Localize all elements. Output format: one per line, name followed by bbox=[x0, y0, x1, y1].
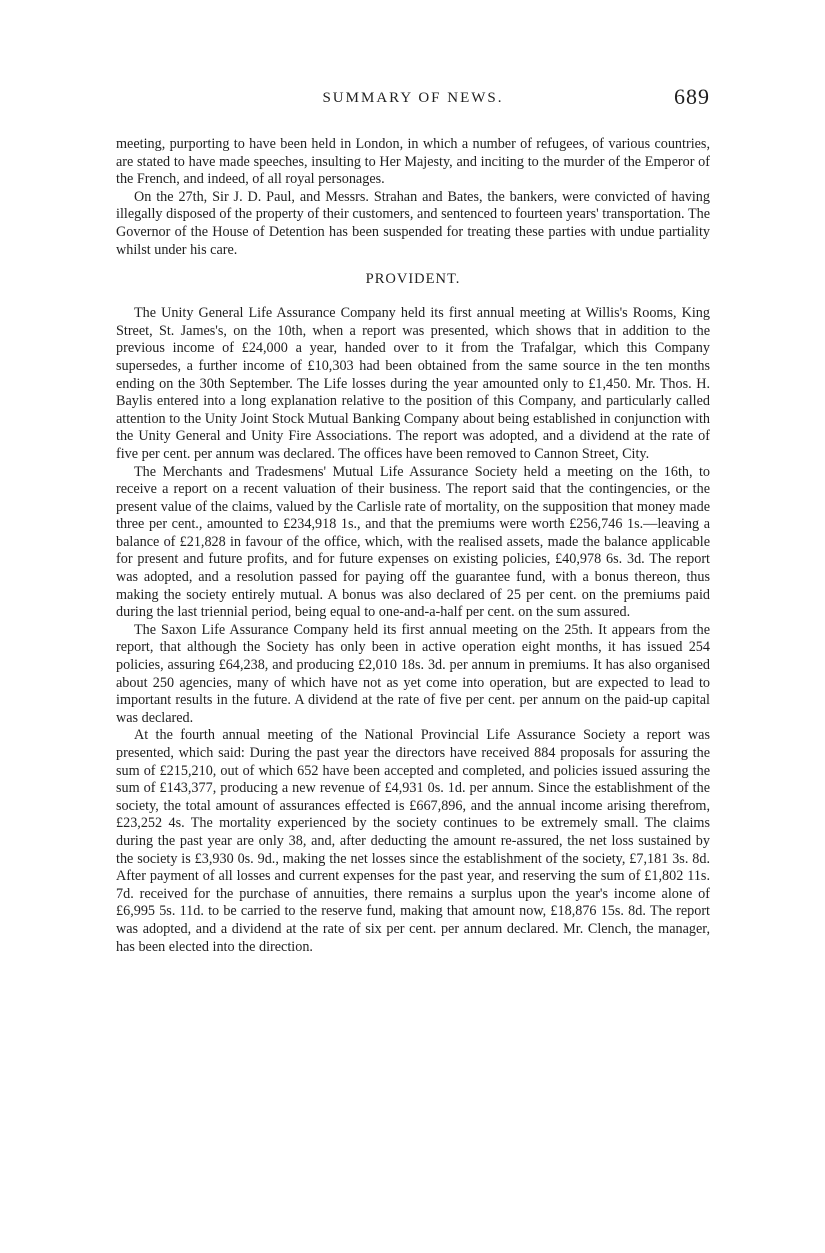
paragraph-continued-refugees: meeting, purporting to have been held in London, in which a number of refugees, of various countries, are stated to have made speeches, insulting to Her Majesty, and inciting to the murder of the Emperor of the French, and indeed, of all royal personages. bbox=[116, 136, 710, 188]
paragraph-unity-general: The Unity General Life Assurance Company held its first annual meeting at Willis's Rooms, King Street, St. James's, on the 10th, when a report was presented, which shows that in addition to the previous income of £24,000 a year, handed over to it from the Trafalgar, which this Company supersedes, a further income of £10,303 had been obtained from the same source in the ten months ending on the 30th September. The Life losses during the year amounted only to £1,450. Mr. Thos. H. Baylis entered into a long explanation relative to the position of this Company, and particularly called attention to the Unity Joint Stock Mutual Banking Company about being established in conjunction with the Unity General and Unity Fire Associations. The report was adopted, and a dividend at the rate of five per cent. per annum was declared. The offices have been removed to Cannon Street, City. bbox=[116, 305, 710, 462]
page-number: 689 bbox=[674, 84, 710, 109]
running-head bbox=[116, 84, 710, 114]
running-title: SUMMARY OF NEWS. bbox=[322, 90, 504, 106]
paragraph-saxon-life: The Saxon Life Assurance Company held its first annual meeting on the 25th. It appears from the report, that although the Society has only been in active operation eight months, it has issued 254 policies, assuring £64,238, and producing £2,010 18s. 3d. per annum in premiums. It has also organised about 250 agencies, many of which have not as yet come into operation, but are expected to lead to important results in the future. A dividend at the rate of five per cent. per annum on the paid-up capital was declared. bbox=[116, 621, 710, 726]
paragraph-merchants-tradesmens: The Merchants and Tradesmens' Mutual Life Assurance Society held a meeting on the 16th, to receive a report on a recent valuation of their business. The report said that the contingencies, or the present value of the claims, valued by the Carlisle rate of mortality, on the supposition that money made three per cent., amounted to £234,918 1s., and that the premiums were worth £256,746 1s.—leaving a balance of £21,828 in favour of the office, which, with the realised assets, made the balance applicable for present and future profits, and for future expenses on existing policies, £40,978 6s. 3d. The report was adopted, and a resolution passed for paying off the guarantee fund, with a bonus thereon, thus making the society entirely mutual. A bonus was also declared of 25 per cent. on the premiums paid during the last triennial period, being equal to one-and-a-half per cent. on the sum assured. bbox=[116, 463, 710, 621]
paragraph-bankers-convicted: On the 27th, Sir J. D. Paul, and Messrs. Strahan and Bates, the bankers, were convicted of having illegally disposed of the property of their customers, and sentenced to fourteen years' transportation. The Governor of the House of Detention has been suspended for treating these parties with undue partiality whilst under his care. bbox=[116, 188, 710, 258]
page bbox=[116, 84, 710, 956]
section-heading-provident: PROVIDENT. bbox=[365, 271, 461, 288]
paragraph-national-provincial: At the fourth annual meeting of the National Provincial Life Assurance Society a report was presented, which said: During the past year the directors have received 884 proposals for assuring the sum of £215,210, out of which 652 have been accepted and completed, and policies issued assuring the sum of £143,377, producing a new revenue of £4,931 0s. 1d. per annum. Since the establishment of the society, the total amount of assurances effected is £667,896, and the annual income arising therefrom, £23,252 4s. The mortality experienced by the society continues to be extremely small. The claims during the past year are only 38, and, after deducting the amount re-assured, the net loss sustained by the society is £3,930 0s. 9d., making the net losses since the establishment of the society, £7,181 3s. 8d. After payment of all losses and current expenses for the past year, and reserving the sum of £1,802 11s. 7d. received for the purchase of annuities, there remains a surplus upon the year's income alone of £6,995 5s. 11d. to be carried to the reserve fund, making that amount now, £18,876 15s. 8d. The report was adopted, and a dividend at the rate of six per cent. per annum declared. Mr. Clench, the manager, has been elected into the direction. bbox=[116, 727, 710, 955]
